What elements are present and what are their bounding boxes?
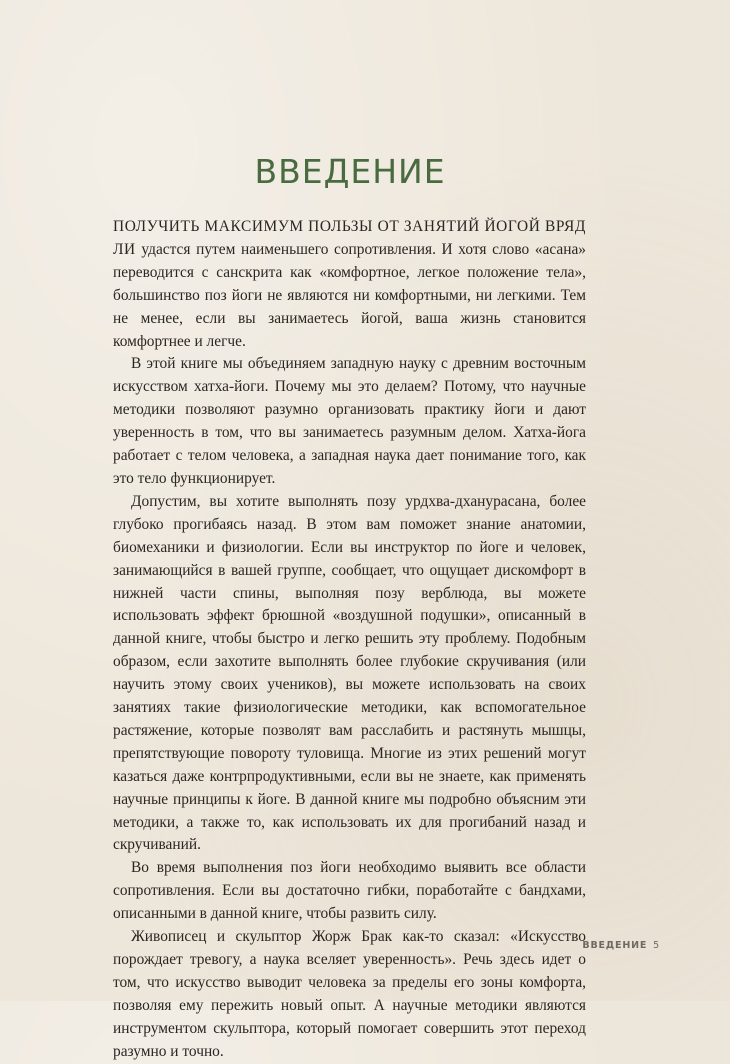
footer-section-label: ВВЕДЕНИЕ bbox=[582, 940, 648, 951]
paragraph-5: Живописец и скульптор Жорж Брак как-то сказал: «Искусство порождает тревогу, а наука вселяет уверенность». Речь здесь идет о том, что искусство выводит человека за пределы его зоны комфорта, позволяя ему пережить новый опыт. А научные методики являются инструментом скульптора, который помогает совершить этот переход разумно и точно. bbox=[113, 928, 586, 1060]
paragraph-1-text: удастся путем наименьшего сопротивления. И хотя слово «асана» переводится с санскрита как «комфортное, легкое положение тела», большинство поз йоги не являются ни комфортными, ни легкими. Тем не менее, если вы занимаетесь йогой, ваша жизнь становится комфортнее и легче. bbox=[113, 240, 586, 350]
paragraph-2: В этой книге мы объединяем западную науку с древним восточным искусством хатха-йоги. Почему мы это делаем? Потому, что научные методики позволяют разумно организовать практику йоги и дают уверенность в том, что вы занимаетесь разумным делом. Хатха-йога работает с телом человека, а западная наука дает понимание того, как это тело функционирует. bbox=[113, 355, 586, 487]
page-number: 5 bbox=[653, 940, 660, 951]
chapter-title: ВВЕДЕНИЕ bbox=[254, 152, 446, 191]
running-footer bbox=[540, 940, 660, 951]
paragraph-3: Допустим, вы хотите выполнять позу урдхва-дханурасана, более глубоко прогибаясь назад. В этом вам поможет знание анатомии, биомеханики и физиологии. Если вы инструктор по йоге и человек, занимающийся в вашей группе, сообщает, что ощущает дискомфорт в нижней части спины, выполняя позу верблюда, вы можете использовать эффект брюшной «воздушной подушки», описанный в данной книге, чтобы быстро и легко решить эту проблему. Подобным образом, если захотите выполнять более глубокие скручивания (или научить этому своих учеников), вы можете использовать на своих занятиях такие физиологические методики, как вспомогательное растяжение, которые позволят вам расслабить и растянуть мышцы, препятствующие повороту туловища. Многие из этих решений могут казаться даже контрпродуктивными, если вы не знаете, как применять научные принципы к йоге. В данной книге мы подробно объясним эти методики, а также то, как использовать их для прогибаний назад и скручиваний. bbox=[113, 492, 586, 854]
paragraph-1 bbox=[113, 216, 586, 353]
body-text bbox=[113, 216, 586, 1064]
lead-in: ПОЛУЧИТЬ МАКСИМУМ ПОЛЬЗЫ ОТ ЗАНЯТИЙ ЙОГОЙ ВРЯД ЛИ bbox=[113, 218, 586, 258]
paragraph-4: Во время выполнения поз йоги необходимо выявить все области сопротивления. Если вы достаточно гибки, поработайте с бандхами, описанными в данной книге, чтобы развить силу. bbox=[113, 859, 586, 923]
